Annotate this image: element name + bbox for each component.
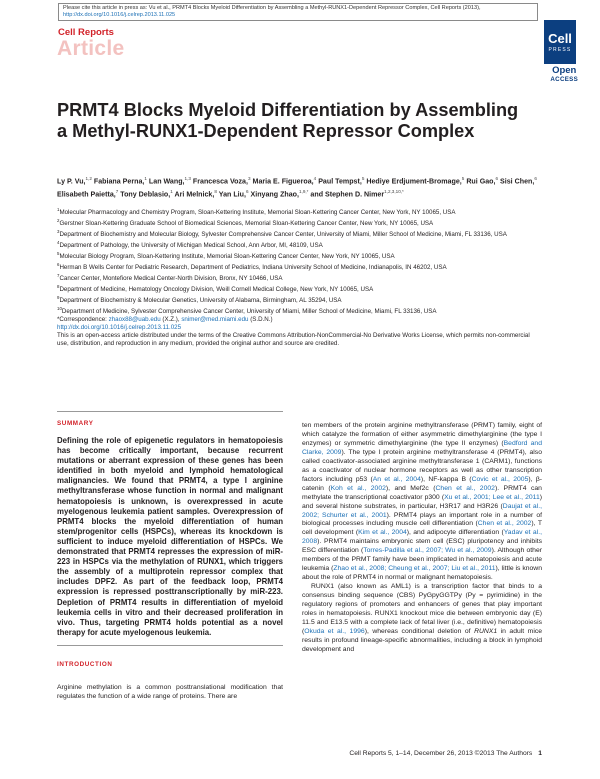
affiliation-item: $^4$Department of Pathology, the University of Michigan Medical School, Ann Arbor, MI, 48109, USA bbox=[57, 240, 323, 250]
reference-link[interactable]: Covic et al., 2005 bbox=[471, 475, 529, 483]
logo-press: PRESS bbox=[548, 46, 572, 53]
reference-link[interactable]: Okuda et al., 1996 bbox=[304, 627, 365, 635]
affiliation-item: $^8$Department of Medicine, Hematology Oncology Division, Weill Cornell Medical College, New York, NY 10065, USA bbox=[57, 284, 374, 294]
reference-link[interactable]: Xu et al., 2001; Lee et al., 2011 bbox=[444, 493, 540, 501]
reference-link[interactable]: Yadav et al., 2008 bbox=[302, 529, 542, 546]
citation-doi-link[interactable]: http://dx.doi.org/10.1016/j.celrep.2013.11.025 bbox=[63, 12, 176, 19]
reference-link[interactable]: Torres-Padilla et al., 2007; Wu et al., 2009 bbox=[363, 547, 492, 555]
author-affiliation-marker: 8 bbox=[214, 188, 217, 194]
author-name: Sisi Chen, bbox=[500, 177, 535, 186]
paragraph-prmt-family: ten members of the protein arginine methyltransferase (PRMT) family, eight of which catalyze the formation of either asymmetric dimethylarginine (the type I enzymes) or symmetric dimethylarginine (the type II enzymes) (Bedford and Clarke, 2009). The type I protein arginine methyltransferase 4 (PRMT4), also called coactivator-associated arginine methyltransferase 1 (CARM1), functions as a coactivator of nuclear hormone receptors as well as other transcription factors including p53 (An et al., 2004), NF-kappa B (Covic et al., 2005), β-catenin (Koh et al., 2002), and Mef2c (Chen et al., 2002). PRMT4 can methylate the transcriptional coactivator p300 (Xu et al., 2001; Lee et al., 2011) and several histone substrates, in particular, H3R17 and H3R26 (Daujat et al., 2002; Schurter et al., 2001). PRMT4 plays an important role in a number of biological processes including muscle cell differentiation (Chen et al., 2002), T cell development (Kim et al., 2004), and adipocyte differentiation (Yadav et al., 2008). PRMT4 maintains embryonic stem cell (ESC) pluripotency and inhibits ESC differentiation (Torres-Padilla et al., 2007; Wu et al., 2009). Although other members of the PRMT family have been implicated in hematopoiesis and acute leukemia (Zhao et al., 2008; Cheung et al., 2007; Liu et al., 2011), little is known about the role of PRMT4 in normal or malignant hematopoiesis. bbox=[302, 422, 543, 582]
reference-link[interactable]: Koh et al., 2002 bbox=[330, 484, 386, 492]
affiliation-item: $^5$Molecular Biology Program, Sloan-Kettering Institute, Memorial Sloan-Kettering Cancer Center, New York, NY 10065, USA bbox=[57, 251, 395, 261]
gene-name: RUNX1 bbox=[474, 627, 498, 635]
reference-link[interactable]: Zhao et al., 2008; Cheung et al., 2007; Liu et al., 2011 bbox=[333, 565, 496, 573]
article-type: Article bbox=[57, 37, 125, 60]
author-name: Maria E. Figueroa, bbox=[252, 177, 314, 186]
affiliation-item: $^7$Cancer Center, Montefiore Medical Center-North Division, Bronx, NY 10466, USA bbox=[57, 273, 283, 283]
author-name: Francesca Voza, bbox=[192, 177, 248, 186]
author-affiliation-marker: 1,3 bbox=[184, 176, 191, 181]
author-affiliation-marker: 1,2 bbox=[85, 176, 92, 181]
author-affiliation-marker: 6 bbox=[245, 188, 249, 194]
author-name: Yan Liu, bbox=[218, 189, 246, 198]
email-link-zhao[interactable]: zhaox88@uab.edu bbox=[108, 316, 161, 324]
introduction-text: Arginine methylation is a common posttranslational modification that regulates the function of a wide range of proteins. There are bbox=[57, 684, 283, 700]
citation-notice bbox=[58, 3, 538, 21]
summary-text: Defining the role of epigenetic regulators in hematopoiesis has become critically important, because recurrent mutations or aberrant expression of these genes has been identified in both myeloid and lymphoid hematological malignancies. We found that PRMT4, a type I arginine methyltransferase whose function in normal and malignant hematopoiesis is unknown, is overexpressed in acute myelogenous leukemia patient samples. Overexpression of PRMT4 blocks the myeloid differentiation of human stem/progenitor cells (HSPCs), whereas its knockdown is sufficient to induce myeloid differentiation of HSPCs. We demonstrated that PRMT4 represses the expression of miR-223 in HSPCs via the methylation of RUNX1, which triggers the assembly of a multiprotein repressor complex that includes DPF2. As part of the feedback loop, PRMT4 expression is repressed posttranscriptionally by miR-223. Depletion of PRMT4 results in differentiation of myeloid leukemia cells in vitro and their decreased proliferation in vivo. Thus, targeting PRMT4 holds potential as a novel therapy for acute myelogenous leukemia. bbox=[57, 436, 283, 637]
author-affiliation-marker: 6 bbox=[495, 176, 499, 181]
paper-title: PRMT4 Blocks Myeloid Differentiation by Assembling a Methyl-RUNX1-Dependent Repressor Complex bbox=[57, 100, 519, 141]
license-text: This is an open-access article distributed under the terms of the Creative Commons Attribution-NonCommercial-No Derivative Works License, which permits non-commercial use, distribution, and reproduction in any medium, provided the original author and source are credited. bbox=[57, 332, 530, 348]
author-name: Ari Melnick, bbox=[174, 189, 215, 198]
author-name: Fabiana Perna, bbox=[93, 177, 145, 186]
affiliation-item: $^3$Department of Biochemistry and Molecular Biology, Sylvester Comprehensive Cancer Center, University of Miami, Miller School of Medicine, Miami, FL 33136, USA bbox=[57, 229, 507, 239]
page-footer bbox=[349, 750, 542, 757]
affiliation-item: $^6$Herman B Wells Center for Pediatric Research, Department of Pediatrics, Indiana University School of Medicine, Indianapolis, IN 46202, USA bbox=[57, 262, 447, 272]
reference-link[interactable]: Chen et al., 2002 bbox=[477, 520, 532, 528]
intro-divider bbox=[57, 645, 283, 646]
reference-link[interactable]: Bedford and Clarke, 2009 bbox=[302, 439, 542, 456]
citation-text: Please cite this article in press as: Vu et al., PRMT4 Blocks Myeloid Differentiation by Assembling a Methyl-RUNX1-Dependent Repressor Complex, Cell Reports (2013), bbox=[63, 5, 481, 11]
author-affiliation-marker: 7 bbox=[115, 188, 119, 194]
author-name: Ly P. Vu, bbox=[57, 177, 86, 186]
open-access-line2: ACCESS bbox=[550, 76, 578, 83]
reference-link[interactable]: Kim et al., 2004 bbox=[358, 529, 407, 537]
author-name: Tony Deblasio, bbox=[120, 189, 171, 198]
right-column-body bbox=[302, 422, 542, 655]
journal-name: Cell Reports bbox=[58, 27, 114, 38]
affiliation-item: $^2$Gerstner Sloan-Kettering Graduate School of Biomedical Sciences, Memorial Sloan-Kettering Cancer Center, New York, NY 10065, USA bbox=[57, 218, 434, 228]
email-link-nimer[interactable]: snimer@med.miami.edu bbox=[181, 316, 249, 324]
author-name: Rui Gao, bbox=[466, 177, 496, 186]
summary-divider bbox=[57, 411, 283, 412]
author-affiliation-marker: 6 bbox=[534, 176, 537, 181]
author-affiliation-marker: 1,2,3,10,* bbox=[384, 188, 404, 194]
author-affiliation-marker: 1,9,* bbox=[298, 188, 309, 194]
author-list bbox=[57, 174, 537, 199]
page-number: 1 bbox=[538, 750, 542, 757]
author-affiliation-marker: 5 bbox=[361, 176, 365, 181]
doi-link[interactable]: http://dx.doi.org/10.1016/j.celrep.2013.11.025 bbox=[57, 324, 182, 332]
affiliation-item: $^9$Department of Biochemistry & Molecular Genetics, University of Alabama, Birmingham, AL 35294, USA bbox=[57, 295, 342, 305]
logo-cell: Cell bbox=[548, 30, 572, 46]
summary-heading: SUMMARY bbox=[57, 420, 94, 427]
author-affiliation-marker: 1 bbox=[170, 188, 173, 194]
author-name: and Stephen D. Nimer bbox=[310, 189, 385, 198]
author-affiliation-marker: 5 bbox=[461, 176, 465, 181]
reference-link[interactable]: Daujat et al., 2002; Schurter et al., 2001 bbox=[302, 502, 542, 519]
author-name: Elisabeth Paietta, bbox=[57, 189, 116, 198]
paragraph-runx1: RUNX1 (also known as AML1) is a transcription factor that binds to a consensus binding sequence (CBS) PyGpyGGTPy (Py = pyrimidine) in the regulatory regions of promoters and enhancers of genes that play important roles in hematopoiesis. RUNX1 knockout mice die between embryonic day (E) 11.5 and E13.5 with a complete lack of fetal liver (i.e., definitive) hematopoiesis (Okuda et al., 1996), whereas conditional deletion of RUNX1 in adult mice results in profound lineage-specific abnormalities, including a block in lymphoid development and bbox=[302, 583, 543, 653]
reference-link[interactable]: Chen et al., 2002 bbox=[435, 484, 495, 492]
introduction-heading: INTRODUCTION bbox=[57, 661, 113, 668]
affiliation-item: $^{10}$Department of Medicine, Sylvester Comprehensive Cancer Center, University of Miami, Miller School of Medicine, Miami, FL 33136, USA bbox=[57, 306, 437, 316]
cell-press-logo bbox=[544, 20, 576, 64]
open-access-badge bbox=[550, 66, 578, 84]
author-name: Hediye Erdjument-Bromage, bbox=[366, 177, 462, 186]
author-affiliation-marker: 4 bbox=[313, 176, 317, 181]
author-name: Paul Tempst, bbox=[318, 177, 362, 186]
reference-link[interactable]: An et al., 2004 bbox=[372, 475, 421, 483]
open-access-line1: Open bbox=[552, 65, 577, 76]
affiliations bbox=[57, 206, 541, 348]
footer-citation: Cell Reports 5, 1–14, December 26, 2013 ©2013 The Authors bbox=[349, 750, 533, 757]
author-affiliation-marker: 1 bbox=[144, 176, 147, 181]
author-name: Xinyang Zhao, bbox=[250, 189, 299, 198]
correspondence: *Correspondence: zhaox88@uab.edu (X.Z.), snimer@med.miami.edu (S.D.N.) bbox=[57, 316, 273, 324]
author-affiliation-marker: 3 bbox=[247, 176, 251, 181]
author-name: Lan Wang, bbox=[148, 177, 185, 186]
affiliation-item: $^1$Molecular Pharmacology and Chemistry Program, Sloan-Kettering Institute, Memorial Sloan-Kettering Cancer Center, New York, NY 10065, USA bbox=[57, 207, 456, 217]
